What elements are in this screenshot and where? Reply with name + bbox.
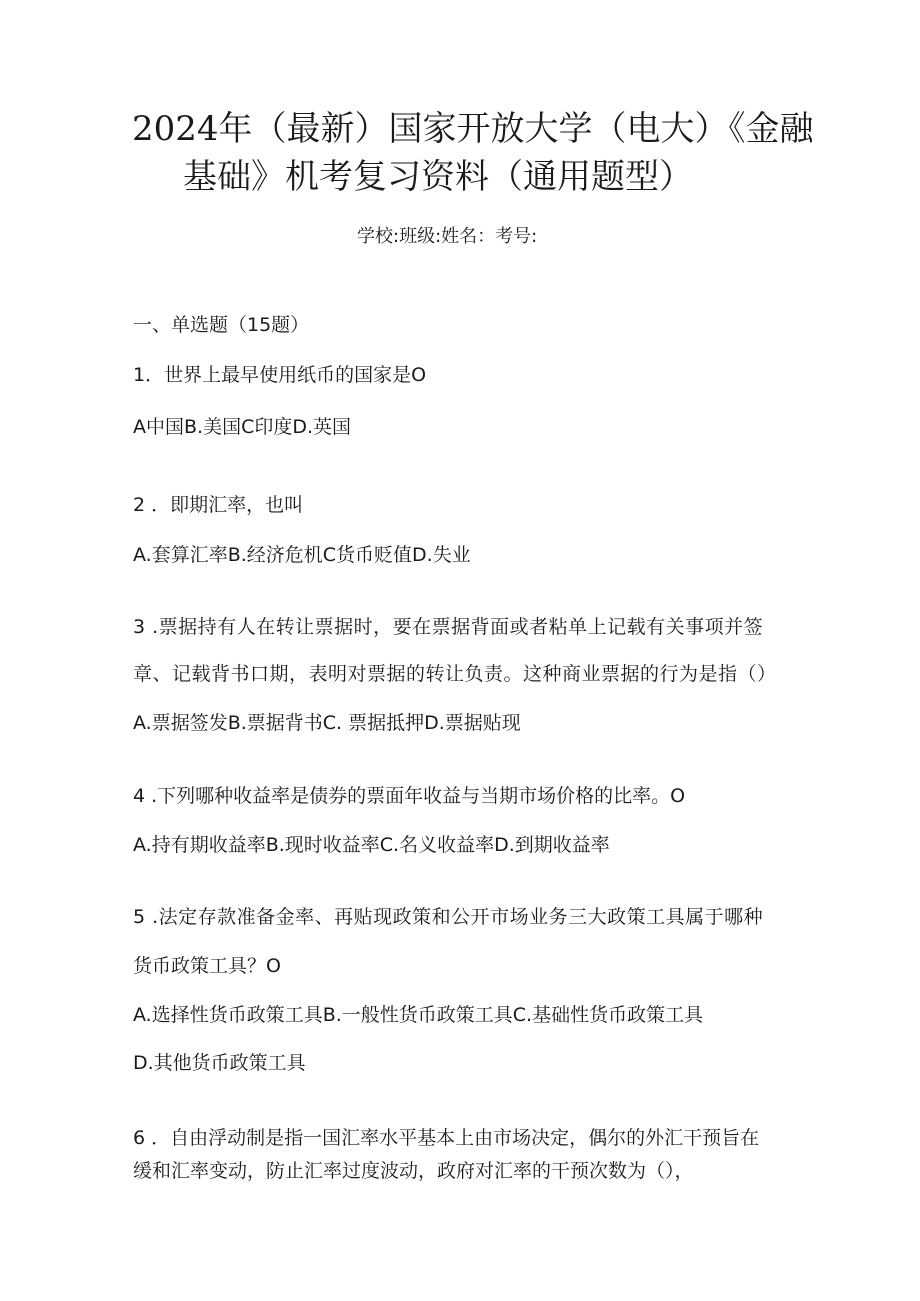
question-3-line-1: 3 .票据持有人在转让票据时，要在票据背面或者粘单上记载有关事项并签: [133, 616, 764, 638]
doc-title-line-1: 2024年（最新）国家开放大学（电大）《金融: [132, 109, 814, 149]
question-1-options: A中国B.美国C印度D.英国: [133, 416, 352, 438]
question-2-options: A.套算汇率B.经济危机C货币贬值D.失业: [133, 544, 471, 566]
question-5-options-line-2: D.其他货币政策工具: [133, 1052, 306, 1074]
question-6-line-1: 6 ．自由浮动制是指一国汇率水平基本上由市场决定，偶尔的外汇干预旨在: [133, 1127, 760, 1149]
question-3-line-2: 章、记载背书口期，表明对票据的转让负责。这种商业票据的行为是指（）: [133, 663, 777, 685]
question-5-line-1: 5 .法定存款准备金率、再贴现政策和公开市场业务三大政策工具属于哪种: [133, 906, 764, 928]
question-3-options: A.票据签发B.票据背书C. 票据抵押D.票据贴现: [133, 712, 521, 734]
question-5-options-line-1: A.选择性货币政策工具B.一般性货币政策工具C.基础性货币政策工具: [133, 1004, 704, 1026]
question-4-options: A.持有期收益率B.现时收益率C.名义收益率D.到期收益率: [133, 834, 610, 856]
question-6-line-2: 缓和汇率变动，防止汇率过度波动，政府对汇率的干预次数为（），: [133, 1160, 694, 1182]
question-2: 2 ．即期汇率，也叫: [133, 494, 304, 516]
doc-title-line-2: 基础》机考复习资料（通用题型）: [183, 157, 693, 197]
question-5-line-2: 货币政策工具？O: [133, 955, 281, 977]
question-1: 1．世界上最早使用纸币的国家是O: [133, 364, 427, 386]
section-heading: 一、单选题（15题）: [133, 314, 310, 336]
student-info-line: 学校:班级:姓名：考号:: [357, 226, 538, 247]
question-4: 4 .下列哪种收益率是债券的票面年收益与当期市场价格的比率。O: [133, 785, 686, 807]
